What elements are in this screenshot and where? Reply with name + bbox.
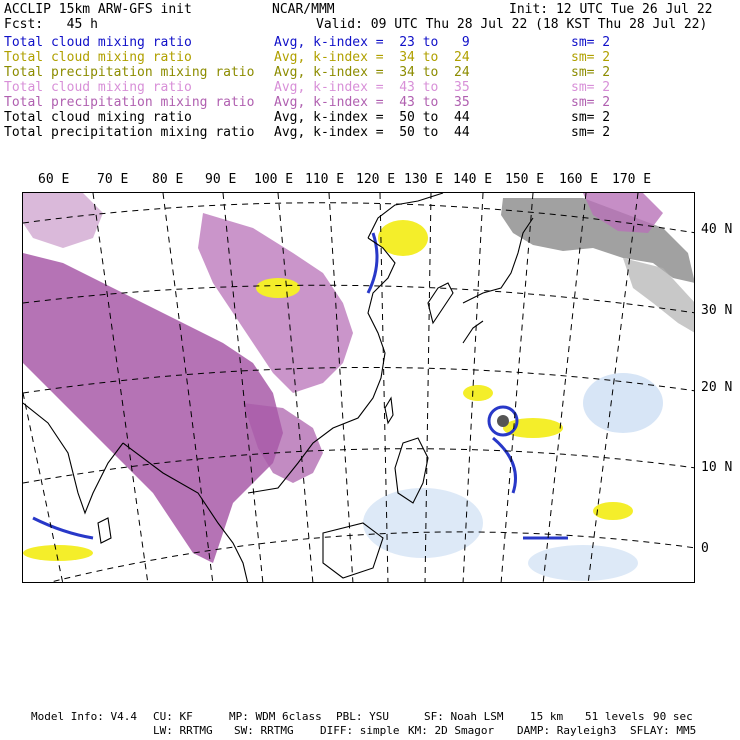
borneo-coast [323,523,383,578]
shortwave-scheme: SW: RRTMG [234,724,294,737]
model-title: ACCLIP 15km ARW-GFS init [4,2,192,17]
longitude-label: 100 E [254,172,294,187]
legend-row [4,50,734,65]
longitude-label: 120 E [356,172,396,187]
legend-smoothing: sm= 2 [571,65,611,80]
legend-row [4,95,734,110]
latitude-labels [698,0,740,740]
legend-avg-range: Avg, k-index = 23 to 9 [274,35,470,50]
longitude-label: 80 E [152,172,184,187]
korea-coast [428,283,453,323]
surface-layer-scheme: SFLAY: MM5 [630,724,697,737]
longitude-label: 160 E [559,172,599,187]
mixing-ratio-fields [23,193,695,581]
legend-row [4,110,734,125]
organization-label: NCAR/MMM [272,2,335,17]
purple-precip-region [23,193,103,248]
longitude-label: 70 E [97,172,129,187]
legend-avg-range: Avg, k-index = 43 to 35 [274,80,470,95]
yellow-cloud-patch [593,502,633,520]
longitude-label: 110 E [305,172,345,187]
blue-cloud-band [33,518,93,538]
vertical-levels: 51 levels [585,710,645,723]
init-time: Init: 12 UTC Tue 26 Jul 22 [509,2,713,17]
legend-smoothing: sm= 2 [571,110,611,125]
legend-field-name: Total cloud mixing ratio [4,35,192,50]
legend-row [4,125,734,140]
lightblue-cloud-patch [528,545,638,581]
typhoon-swirl [497,415,509,427]
longitude-labels [0,172,740,187]
diffusion-scheme: DIFF: simple [320,724,400,737]
legend-smoothing: sm= 2 [571,50,611,65]
forecast-hour: Fcst: 45 h [4,17,98,32]
legend-smoothing: sm= 2 [571,80,611,95]
model-version: Model Info: V4.4 [31,710,137,723]
km-scheme: KM: 2D Smagor [408,724,495,737]
legend-avg-range: Avg, k-index = 43 to 35 [274,95,470,110]
map-canvas [23,193,695,583]
longitude-label: 140 E [453,172,493,187]
longitude-label: 60 E [38,172,70,187]
yellow-cloud-patch [463,385,493,401]
legend-avg-range: Avg, k-index = 34 to 24 [274,50,470,65]
longitude-label: 170 E [612,172,652,187]
taiwan-coast [385,398,393,423]
longitude-line [543,193,586,583]
legend-smoothing: sm= 2 [571,95,611,110]
yellow-cloud-patch [256,278,300,298]
legend-field-name: Total cloud mixing ratio [4,50,192,65]
longitude-line [329,193,353,583]
microphysics-scheme: MP: WDM 6class [229,710,322,723]
sri-lanka-coast [98,518,111,543]
legend-row [4,80,734,95]
cumulus-scheme: CU: KF [153,710,193,723]
legend-field-name: Total cloud mixing ratio [4,110,192,125]
lightblue-cloud-patch [583,373,663,433]
legend-row [4,65,734,80]
legend-field-name: Total cloud mixing ratio [4,80,192,95]
latitude-label: 20 N [701,380,733,395]
latitude-label: 10 N [701,460,733,475]
valid-time: Valid: 09 UTC Thu 28 Jul 22 (18 KST Thu 28 Jul 22) [316,17,708,32]
latitude-label: 30 N [701,303,733,318]
yellow-cloud-patch [503,418,563,438]
legend-field-name: Total precipitation mixing ratio [4,125,255,140]
legend-smoothing: sm= 2 [571,125,611,140]
longitude-label: 90 E [205,172,237,187]
legend-row [4,35,734,50]
surface-scheme: SF: Noah LSM [424,710,504,723]
time-step: 90 sec [653,710,693,723]
legend-smoothing: sm= 2 [571,35,611,50]
map-panel [22,192,695,583]
longitude-line [501,193,533,583]
longwave-scheme: LW: RRTMG [153,724,213,737]
pbl-scheme: PBL: YSU [336,710,389,723]
latitude-label: 0 [701,541,709,556]
legend-avg-range: Avg, k-index = 50 to 44 [274,125,470,140]
longitude-label: 150 E [505,172,545,187]
latitude-label: 40 N [701,222,733,237]
longitude-label: 130 E [404,172,444,187]
blue-cloud-band [368,233,377,293]
grid-spacing: 15 km [530,710,564,723]
legend-avg-range: Avg, k-index = 34 to 24 [274,65,470,80]
damping-scheme: DAMP: Rayleigh3 [517,724,617,737]
legend-field-name: Total precipitation mixing ratio [4,95,255,110]
legend-avg-range: Avg, k-index = 50 to 44 [274,110,470,125]
coastline [463,321,483,343]
legend-field-name: Total precipitation mixing ratio [4,65,255,80]
